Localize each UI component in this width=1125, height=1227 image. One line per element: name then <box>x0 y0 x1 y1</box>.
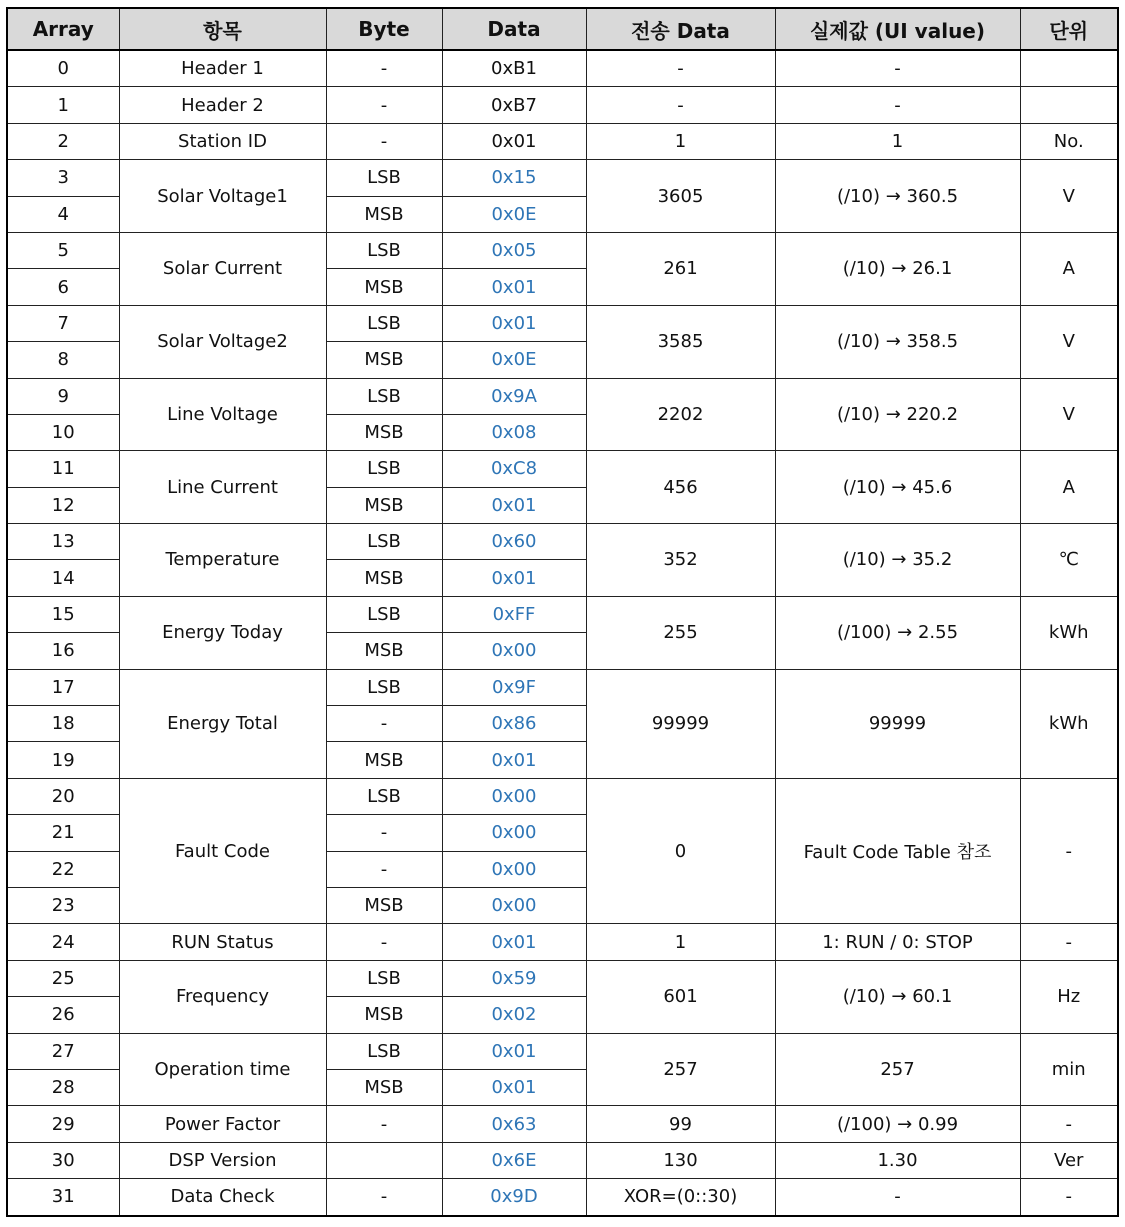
header-item: 항목 <box>119 8 326 50</box>
byte-order-cell: - <box>326 50 442 87</box>
item-name-cell: Fault Code <box>119 778 326 924</box>
data-hex-cell: 0x86 <box>442 706 586 742</box>
sent-data-cell: 601 <box>586 960 775 1033</box>
sent-data-cell: 99999 <box>586 669 775 778</box>
data-hex-cell: 0xB7 <box>442 87 586 123</box>
data-hex-cell: 0x9A <box>442 378 586 414</box>
table-row <box>7 596 1118 632</box>
item-name-cell: Power Factor <box>119 1106 326 1142</box>
table-row <box>7 87 1118 123</box>
array-index-cell: 20 <box>7 778 119 814</box>
table-row <box>7 50 1118 87</box>
ui-value-cell: 1: RUN / 0: STOP <box>775 924 1020 960</box>
header-sent-data: 전송 Data <box>586 8 775 50</box>
item-name-cell: Solar Current <box>119 232 326 305</box>
data-hex-cell: 0x01 <box>442 487 586 523</box>
ui-value-cell: (/10) → 220.2 <box>775 378 1020 451</box>
unit-cell: - <box>1020 1106 1118 1142</box>
array-index-cell: 0 <box>7 50 119 87</box>
sent-data-cell: 3605 <box>586 160 775 233</box>
item-name-cell: Solar Voltage2 <box>119 305 326 378</box>
ui-value-cell: (/10) → 45.6 <box>775 451 1020 524</box>
byte-order-cell: LSB <box>326 669 442 705</box>
byte-order-cell: - <box>326 1106 442 1142</box>
array-index-cell: 25 <box>7 960 119 996</box>
data-hex-cell: 0x01 <box>442 305 586 341</box>
unit-cell: Hz <box>1020 960 1118 1033</box>
table-row <box>7 669 1118 705</box>
array-index-cell: 1 <box>7 87 119 123</box>
table-row <box>7 1106 1118 1142</box>
item-name-cell: Header 2 <box>119 87 326 123</box>
array-index-cell: 9 <box>7 378 119 414</box>
data-hex-cell: 0x00 <box>442 778 586 814</box>
byte-order-cell: LSB <box>326 305 442 341</box>
header-ui-value: 실제값 (UI value) <box>775 8 1020 50</box>
data-hex-cell: 0x01 <box>442 560 586 596</box>
table-row <box>7 378 1118 414</box>
table-row <box>7 305 1118 341</box>
array-index-cell: 21 <box>7 815 119 851</box>
sent-data-cell: 257 <box>586 1033 775 1106</box>
item-name-cell: Line Voltage <box>119 378 326 451</box>
item-name-cell: Solar Voltage1 <box>119 160 326 233</box>
table-row <box>7 160 1118 196</box>
table-row <box>7 960 1118 996</box>
array-index-cell: 8 <box>7 342 119 378</box>
data-hex-cell: 0x01 <box>442 924 586 960</box>
array-index-cell: 19 <box>7 742 119 778</box>
byte-order-cell: MSB <box>326 196 442 232</box>
item-name-cell: Line Current <box>119 451 326 524</box>
item-name-cell: Energy Today <box>119 596 326 669</box>
byte-order-cell: MSB <box>326 560 442 596</box>
array-index-cell: 12 <box>7 487 119 523</box>
table-row <box>7 232 1118 268</box>
item-name-cell: Energy Total <box>119 669 326 778</box>
ui-value-cell: Fault Code Table 참조 <box>775 778 1020 924</box>
data-hex-cell: 0xB1 <box>442 50 586 87</box>
ui-value-cell: (/10) → 60.1 <box>775 960 1020 1033</box>
table-row <box>7 1179 1118 1216</box>
array-index-cell: 16 <box>7 633 119 669</box>
byte-order-cell: MSB <box>326 1069 442 1105</box>
unit-cell: kWh <box>1020 596 1118 669</box>
table-row <box>7 1033 1118 1069</box>
table-row <box>7 524 1118 560</box>
unit-cell: ℃ <box>1020 524 1118 597</box>
data-hex-cell: 0x15 <box>442 160 586 196</box>
ui-value-cell: 257 <box>775 1033 1020 1106</box>
unit-cell: No. <box>1020 123 1118 159</box>
table-row <box>7 778 1118 814</box>
data-hex-cell: 0x9D <box>442 1179 586 1216</box>
data-hex-cell: 0x01 <box>442 269 586 305</box>
unit-cell <box>1020 50 1118 87</box>
byte-order-cell: LSB <box>326 160 442 196</box>
byte-order-cell: MSB <box>326 487 442 523</box>
data-hex-cell: 0x63 <box>442 1106 586 1142</box>
unit-cell <box>1020 87 1118 123</box>
data-hex-cell: 0x05 <box>442 232 586 268</box>
array-index-cell: 11 <box>7 451 119 487</box>
sent-data-cell: 456 <box>586 451 775 524</box>
data-hex-cell: 0x01 <box>442 1033 586 1069</box>
header-row <box>7 8 1118 50</box>
item-name-cell: Data Check <box>119 1179 326 1216</box>
data-hex-cell: 0x9F <box>442 669 586 705</box>
data-hex-cell: 0x00 <box>442 815 586 851</box>
byte-order-cell: - <box>326 924 442 960</box>
byte-order-cell: LSB <box>326 596 442 632</box>
byte-order-cell: - <box>326 706 442 742</box>
ui-value-cell: 99999 <box>775 669 1020 778</box>
item-name-cell: Operation time <box>119 1033 326 1106</box>
unit-cell: V <box>1020 160 1118 233</box>
byte-order-cell: LSB <box>326 232 442 268</box>
unit-cell: V <box>1020 378 1118 451</box>
unit-cell: Ver <box>1020 1142 1118 1178</box>
array-index-cell: 24 <box>7 924 119 960</box>
table-header <box>7 8 1118 50</box>
sent-data-cell: 261 <box>586 232 775 305</box>
sent-data-cell: 255 <box>586 596 775 669</box>
header-byte: Byte <box>326 8 442 50</box>
ui-value-cell: 1.30 <box>775 1142 1020 1178</box>
data-hex-cell: 0x02 <box>442 997 586 1033</box>
array-index-cell: 17 <box>7 669 119 705</box>
byte-order-cell: - <box>326 123 442 159</box>
byte-order-cell: - <box>326 815 442 851</box>
byte-order-cell: MSB <box>326 342 442 378</box>
header-data: Data <box>442 8 586 50</box>
unit-cell: - <box>1020 924 1118 960</box>
byte-order-cell: LSB <box>326 960 442 996</box>
data-hex-cell: 0x60 <box>442 524 586 560</box>
item-name-cell: Station ID <box>119 123 326 159</box>
byte-order-cell: LSB <box>326 778 442 814</box>
array-index-cell: 6 <box>7 269 119 305</box>
data-hex-cell: 0xFF <box>442 596 586 632</box>
array-index-cell: 13 <box>7 524 119 560</box>
table-body <box>7 50 1118 1216</box>
byte-order-cell: - <box>326 87 442 123</box>
sent-data-cell: 130 <box>586 1142 775 1178</box>
data-hex-cell: 0x0E <box>442 196 586 232</box>
byte-order-cell: MSB <box>326 742 442 778</box>
byte-order-cell: LSB <box>326 1033 442 1069</box>
array-index-cell: 4 <box>7 196 119 232</box>
array-index-cell: 29 <box>7 1106 119 1142</box>
item-name-cell: Header 1 <box>119 50 326 87</box>
byte-order-cell: MSB <box>326 997 442 1033</box>
sent-data-cell: 2202 <box>586 378 775 451</box>
data-hex-cell: 0x00 <box>442 887 586 923</box>
array-index-cell: 5 <box>7 232 119 268</box>
array-index-cell: 7 <box>7 305 119 341</box>
array-index-cell: 10 <box>7 414 119 450</box>
sent-data-cell: - <box>586 50 775 87</box>
array-index-cell: 27 <box>7 1033 119 1069</box>
ui-value-cell: - <box>775 87 1020 123</box>
ui-value-cell: - <box>775 50 1020 87</box>
sent-data-cell: 1 <box>586 924 775 960</box>
header-unit: 단위 <box>1020 8 1118 50</box>
byte-order-cell: - <box>326 1179 442 1216</box>
table-row <box>7 123 1118 159</box>
unit-cell: - <box>1020 1179 1118 1216</box>
byte-order-cell: MSB <box>326 633 442 669</box>
item-name-cell: RUN Status <box>119 924 326 960</box>
array-index-cell: 30 <box>7 1142 119 1178</box>
data-hex-cell: 0x01 <box>442 742 586 778</box>
data-hex-cell: 0x01 <box>442 123 586 159</box>
item-name-cell: Frequency <box>119 960 326 1033</box>
array-index-cell: 31 <box>7 1179 119 1216</box>
array-index-cell: 14 <box>7 560 119 596</box>
unit-cell: V <box>1020 305 1118 378</box>
array-index-cell: 15 <box>7 596 119 632</box>
byte-order-cell: LSB <box>326 524 442 560</box>
data-hex-cell: 0x01 <box>442 1069 586 1105</box>
header-array: Array <box>7 8 119 50</box>
ui-value-cell: (/100) → 2.55 <box>775 596 1020 669</box>
unit-cell: A <box>1020 451 1118 524</box>
unit-cell: A <box>1020 232 1118 305</box>
item-name-cell: DSP Version <box>119 1142 326 1178</box>
table-row <box>7 451 1118 487</box>
sent-data-cell: 352 <box>586 524 775 597</box>
protocol-data-table <box>6 7 1119 1217</box>
unit-cell: kWh <box>1020 669 1118 778</box>
data-hex-cell: 0x0E <box>442 342 586 378</box>
ui-value-cell: (/100) → 0.99 <box>775 1106 1020 1142</box>
ui-value-cell: (/10) → 360.5 <box>775 160 1020 233</box>
array-index-cell: 22 <box>7 851 119 887</box>
array-index-cell: 23 <box>7 887 119 923</box>
sent-data-cell: - <box>586 87 775 123</box>
ui-value-cell: - <box>775 1179 1020 1216</box>
ui-value-cell: (/10) → 358.5 <box>775 305 1020 378</box>
byte-order-cell: MSB <box>326 887 442 923</box>
byte-order-cell: LSB <box>326 378 442 414</box>
sent-data-cell: 3585 <box>586 305 775 378</box>
data-hex-cell: 0x00 <box>442 633 586 669</box>
byte-order-cell: MSB <box>326 414 442 450</box>
byte-order-cell: MSB <box>326 269 442 305</box>
data-hex-cell: 0x00 <box>442 851 586 887</box>
sent-data-cell: 1 <box>586 123 775 159</box>
item-name-cell: Temperature <box>119 524 326 597</box>
array-index-cell: 26 <box>7 997 119 1033</box>
byte-order-cell: LSB <box>326 451 442 487</box>
array-index-cell: 2 <box>7 123 119 159</box>
table-row <box>7 1142 1118 1178</box>
sent-data-cell: XOR=(0::30) <box>586 1179 775 1216</box>
data-hex-cell: 0x08 <box>442 414 586 450</box>
array-index-cell: 3 <box>7 160 119 196</box>
ui-value-cell: 1 <box>775 123 1020 159</box>
byte-order-cell: - <box>326 851 442 887</box>
sent-data-cell: 99 <box>586 1106 775 1142</box>
data-hex-cell: 0x6E <box>442 1142 586 1178</box>
unit-cell: - <box>1020 778 1118 924</box>
array-index-cell: 28 <box>7 1069 119 1105</box>
data-hex-cell: 0x59 <box>442 960 586 996</box>
table-row <box>7 924 1118 960</box>
data-hex-cell: 0xC8 <box>442 451 586 487</box>
array-index-cell: 18 <box>7 706 119 742</box>
byte-order-cell <box>326 1142 442 1178</box>
ui-value-cell: (/10) → 26.1 <box>775 232 1020 305</box>
table-wrapper <box>6 7 1119 1217</box>
unit-cell: min <box>1020 1033 1118 1106</box>
ui-value-cell: (/10) → 35.2 <box>775 524 1020 597</box>
sent-data-cell: 0 <box>586 778 775 924</box>
